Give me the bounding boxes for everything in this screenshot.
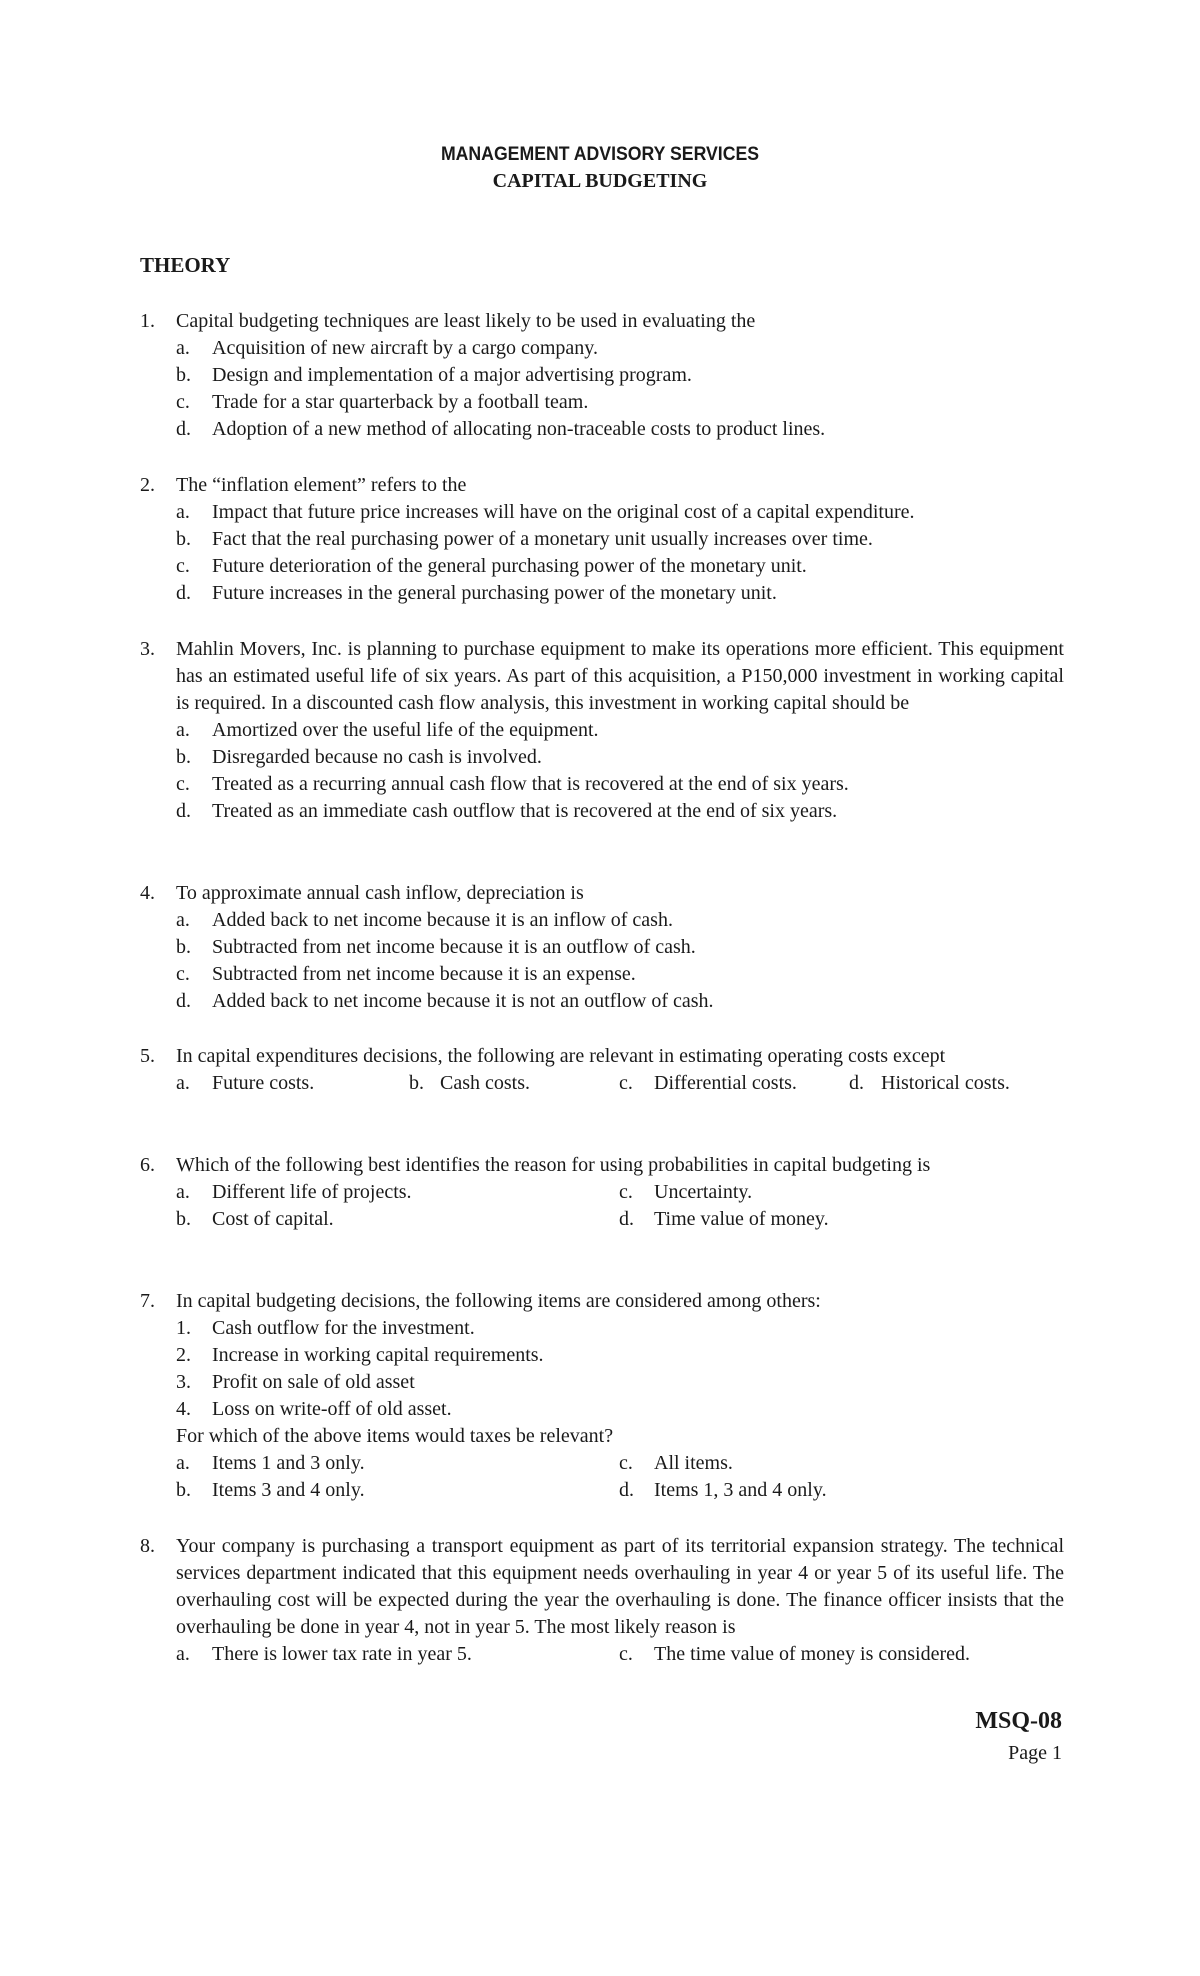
question-text: To approximate annual cash inflow, depreciation is (176, 882, 584, 904)
option: a. Added back to net income because it is an inflow of cash. (176, 909, 673, 931)
option-row: a. Future costs. b. Cash costs. c. Differential costs. d. Historical costs. (176, 1072, 1010, 1094)
option: b. Design and implementation of a major advertising program. (176, 364, 692, 386)
page-number: Page 1 (1008, 1742, 1062, 1764)
option: b. Subtracted from net income because it is an outflow of cash. (176, 936, 696, 958)
option: d. Adoption of a new method of allocating non-traceable costs to product lines. (176, 418, 826, 440)
question-6 (140, 1152, 1065, 1233)
section-heading: THEORY (140, 253, 231, 277)
question-text: Your company is purchasing a transport equipment as part of its territorial expansion strategy. The technical services department indicated that this equipment needs overhauling in year 4 or year 5 of its useful life. The overhauling cost will be expected during the year the overhauling is done. The finance officer insists that the overhauling be done in year 4, not in year 5. The most likely reason is (176, 1535, 1064, 1638)
question-7 (140, 1288, 1065, 1504)
question-text: Mahlin Movers, Inc. is planning to purchase equipment to make its operations more efficient. This equipment has an estimated useful life of six years. As part of this acquisition, a P150,000 investment in working capital is required. In a discounted cash flow analysis, this investment in working capital should be (176, 638, 1064, 714)
option-row: a. Different life of projects. c. Uncertainty. (176, 1181, 753, 1203)
option-row: b. Cost of capital. d. Time value of money. (176, 1208, 829, 1230)
question-number: 8. (140, 1535, 155, 1557)
question-text: Which of the following best identifies the reason for using probabilities in capital budgeting is (176, 1154, 931, 1176)
list-item: 4. Loss on write-off of old asset. (176, 1398, 452, 1420)
question-3 (140, 636, 1065, 825)
question-number: 4. (140, 882, 155, 904)
option: d. Added back to net income because it is not an outflow of cash. (176, 990, 714, 1012)
question-number: 3. (140, 638, 155, 660)
document-title: MANAGEMENT ADVISORY SERVICES (440, 144, 760, 165)
option-row: a. There is lower tax rate in year 5. c. The time value of money is considered. (176, 1643, 971, 1665)
question-number: 2. (140, 474, 155, 496)
question-text: The “inflation element” refers to the (176, 474, 467, 496)
option: c. Subtracted from net income because it is an expense. (176, 963, 636, 985)
option-row: a. Items 1 and 3 only. c. All items. (176, 1452, 733, 1474)
option: b. Fact that the real purchasing power of a monetary unit usually increases over time. (176, 528, 873, 550)
option: d. Treated as an immediate cash outflow that is recovered at the end of six years. (176, 800, 838, 822)
followup-text: For which of the above items would taxes be relevant? (176, 1425, 614, 1447)
question-number: 7. (140, 1290, 155, 1312)
question-number: 6. (140, 1154, 155, 1176)
question-number: 1. (140, 310, 155, 332)
question-text: In capital budgeting decisions, the following items are considered among others: (176, 1290, 821, 1312)
option: a. Acquisition of new aircraft by a cargo company. (176, 337, 598, 359)
option: c. Treated as a recurring annual cash flow that is recovered at the end of six years. (176, 773, 849, 795)
option: b. Disregarded because no cash is involved. (176, 746, 542, 768)
document-subtitle: CAPITAL BUDGETING (492, 170, 708, 192)
option: c. Future deterioration of the general purchasing power of the monetary unit. (176, 555, 807, 577)
option: d. Future increases in the general purchasing power of the monetary unit. (176, 582, 777, 604)
question-1 (140, 308, 1065, 443)
list-item: 2. Increase in working capital requirements. (176, 1344, 544, 1366)
option: c. Trade for a star quarterback by a football team. (176, 391, 589, 413)
document-code: MSQ-08 (975, 1708, 1062, 1734)
question-text: In capital expenditures decisions, the following are relevant in estimating operating costs except (176, 1045, 946, 1067)
question-5 (140, 1043, 1065, 1097)
list-item: 1. Cash outflow for the investment. (176, 1317, 475, 1339)
list-item: 3. Profit on sale of old asset (176, 1371, 415, 1393)
question-2 (140, 472, 1065, 607)
option: a. Amortized over the useful life of the equipment. (176, 719, 599, 741)
question-8 (140, 1533, 1065, 1668)
question-number: 5. (140, 1045, 155, 1067)
option: a. Impact that future price increases will have on the original cost of a capital expenditure. (176, 501, 915, 523)
option-row: b. Items 3 and 4 only. d. Items 1, 3 and 4 only. (176, 1479, 827, 1501)
question-4 (140, 880, 1065, 1015)
question-text: Capital budgeting techniques are least likely to be used in evaluating the (176, 310, 756, 332)
